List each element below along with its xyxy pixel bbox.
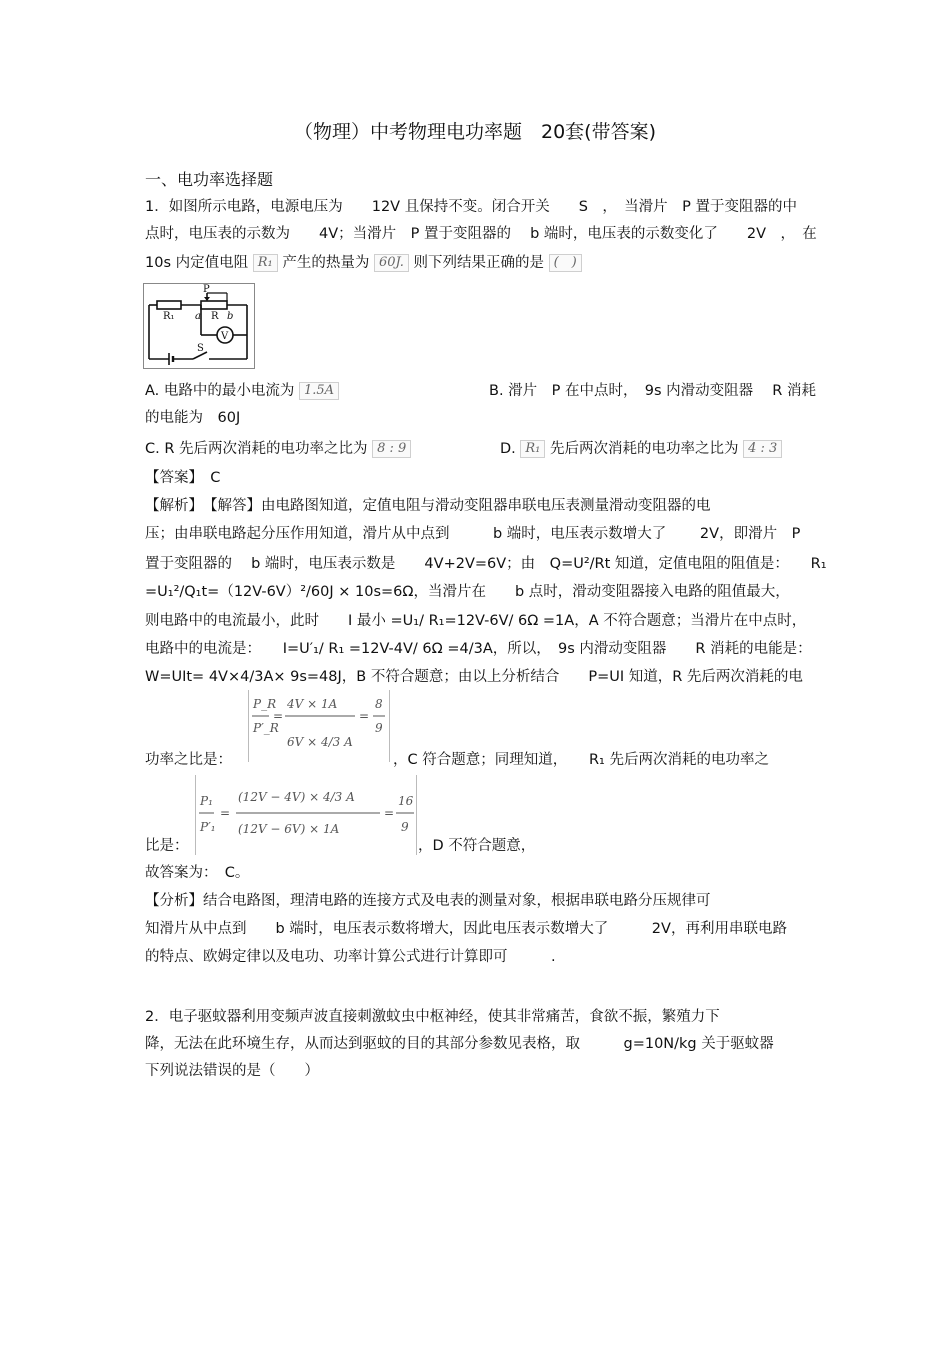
option-d-label: D. <box>500 441 516 457</box>
option-b-cont: 的电能为 60J <box>145 410 241 426</box>
f2-den: (12V − 6V) × 1A <box>238 822 340 836</box>
circuit-diagram <box>143 283 255 369</box>
f2-lhs-num: P₁ <box>200 794 213 808</box>
formula-image-4-3: 4 : 3 <box>743 440 782 458</box>
option-c-label: C. R 先后两次消耗的电功率之比为 <box>145 441 368 457</box>
f1-den: 6V × 4/3 A <box>287 735 353 749</box>
f2-res-num: 16 <box>398 794 414 808</box>
option-a-label: A. 电路中的最小电流为 <box>145 383 295 399</box>
svg-text:=: = <box>359 709 370 723</box>
formula-ratio-r <box>248 690 390 762</box>
formula-ratio-r1 <box>195 775 417 855</box>
analysis-line-4: =U₁²/Q₁t=（12V-6V）²/60J × 10s=6Ω，当滑片在 b 点时，滑动变阻器接入电路的阻值最大， <box>145 584 790 600</box>
q1-line-1: 1．如图所示电路，电源电压为 12V 且保持不变。闭合开关 S ， 当滑片 P 置于变阻器的中 <box>145 199 798 215</box>
svg-text:=: = <box>384 806 395 820</box>
q1-line-3c: 则下列结果正确的是 <box>413 255 544 271</box>
q1-line-2: 点时，电压表的示数为 4V；当滑片 P 置于变阻器的 b 端时，电压表的示数变化了 2V ， 在 <box>145 226 817 242</box>
option-a <box>145 382 339 400</box>
f1-lhs-num: P_R <box>253 697 277 711</box>
label-b: b <box>227 311 234 322</box>
q1-line-3 <box>145 254 582 272</box>
q2-line-3: 下列说法错误的是（ ） <box>145 1063 319 1079</box>
f1-lhs-den: P′_R <box>253 721 279 735</box>
q2-line-2: 降，无法在此环境生存，从而达到驱蚊的目的其部分参数见表格，取 g=10N/kg 关于驱蚊器 <box>145 1036 774 1052</box>
summary-line-2: 知滑片从中点到 b 端时，电压表示数将增大，因此电压表示数增大了 2V，再利用串联电路 <box>145 921 787 937</box>
section-heading: 一、电功率选择题 <box>145 170 274 189</box>
analysis-line-3: 置于变阻器的 b 端时，电压表示数是 4V+2V=6V；由 Q=U²/Rt 知道，定值电阻的阻值是： R₁ <box>145 556 827 572</box>
f1-res-num: 8 <box>375 697 383 711</box>
label-s: S <box>197 343 204 354</box>
label-v: V <box>221 331 229 342</box>
f2-lhs-den: P′₁ <box>200 820 216 834</box>
label-r1: R₁ <box>163 311 175 322</box>
formula-image-bracket: ( ) <box>549 254 582 272</box>
formula-image-r1-d: R₁ <box>520 440 545 458</box>
analysis-line-7: W=UIt= 4V×4/3A× 9s=48J，B 不符合题意；由以上分析结合 P=UI 知道，R 先后两次消耗的电 <box>145 669 803 685</box>
label-a: a <box>195 311 201 322</box>
ratio-r-label: 功率之比是： <box>145 752 232 768</box>
rheostat-symbol <box>201 301 227 309</box>
label-p: P <box>203 284 210 295</box>
formula-image-r1: R₁ <box>253 254 278 272</box>
analysis-line-6: 电路中的电流是： I=U′₁/ R₁ =12V-4V/ 6Ω =4/3A，所以， 9s 内滑动变阻器 R 消耗的电能是： <box>145 641 812 657</box>
resistor-r1-symbol <box>157 301 181 309</box>
q1-line-3a: 10s 内定值电阻 <box>145 255 249 271</box>
f1-res-den: 9 <box>375 721 383 735</box>
f1-num: 4V × 1A <box>287 697 338 711</box>
formula-image-1-5a: 1.5A <box>299 382 339 400</box>
option-d-text: 先后两次消耗的电功率之比为 <box>550 441 739 457</box>
ratio-r-after: ，C 符合题意；同理知道， R₁ 先后两次消耗的电功率之 <box>393 752 769 768</box>
svg-text:=: = <box>273 709 284 723</box>
conclusion-line: 故答案为： C。 <box>145 865 250 881</box>
option-c <box>145 440 411 458</box>
page-title: （物理）中考物理电功率题 20套(带答案) <box>293 121 656 143</box>
q2-line-1: 2．电子驱蚊器利用变频声波直接刺激蚊虫中枢神经，使其非常痛苦，食欲不振，繁殖力下 <box>145 1009 720 1025</box>
summary-line-1: 【分析】结合电路图，理清电路的连接方式及电表的测量对象，根据串联电路分压规律可 <box>145 893 711 909</box>
analysis-line-2: 压；由串联电路起分压作用知道，滑片从中点到 b 端时，电压表示数增大了 2V，即滑片 P <box>145 526 801 542</box>
summary-line-3: 的特点、欧姆定律以及电功、功率计算公式进行计算即可 . <box>145 949 556 965</box>
f2-res-den: 9 <box>401 820 409 834</box>
option-b: B. 滑片 P 在中点时， 9s 内滑动变阻器 R 消耗 <box>489 383 816 399</box>
svg-text:=: = <box>220 806 231 820</box>
f2-num: (12V − 4V) × 4/3 A <box>238 790 355 804</box>
option-d <box>500 440 782 458</box>
label-r: R <box>211 311 219 322</box>
analysis-line-5: 则电路中的电流最小，此时 I 最小 =U₁/ R₁=12V-6V/ 6Ω =1A，A 不符合题意；当滑片在中点时， <box>145 613 807 629</box>
ratio-r1-after: ，D 不符合题意， <box>418 838 536 854</box>
formula-image-heat: 60J. <box>374 254 409 272</box>
analysis-line-1: 【解析】 【解答】由电路图知道，定值电阻与滑动变阻器串联电压表测量滑动变阻器的电 <box>145 498 711 514</box>
answer-line: 【答案】 C <box>145 470 221 486</box>
formula-image-8-9: 8 : 9 <box>372 440 411 458</box>
q1-line-3b: 产生的热量为 <box>282 255 370 271</box>
ratio-r1-label: 比是： <box>145 838 189 854</box>
